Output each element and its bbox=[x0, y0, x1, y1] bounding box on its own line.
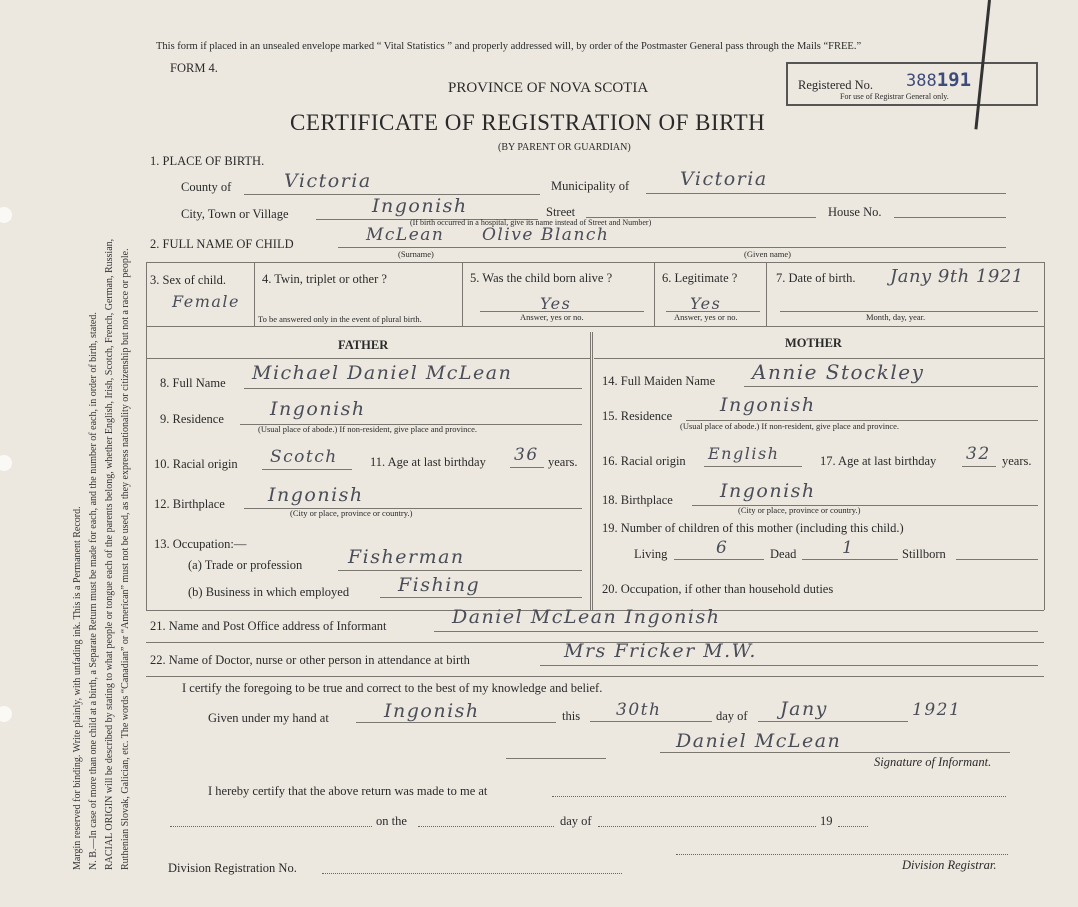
dead-label: Dead bbox=[770, 547, 797, 561]
margin-line: Margin reserved for binding. Write plainly, with unfading ink. This is a Permanent Record. bbox=[72, 506, 83, 870]
mother-residence-note: (Usual place of abode.) If non-resident, give place and province. bbox=[680, 421, 900, 431]
municipality-label: Municipality of bbox=[551, 179, 630, 193]
registrar-day-of-label: day of bbox=[560, 814, 592, 828]
municipality-value: Victoria bbox=[680, 168, 768, 190]
informant-signature: Daniel McLean bbox=[676, 730, 842, 752]
father-business-value: Fishing bbox=[398, 574, 481, 596]
father-birthplace-value: Ingonish bbox=[268, 484, 364, 506]
given-note: (Given name) bbox=[744, 249, 791, 259]
house-label: House No. bbox=[828, 205, 882, 219]
registered-number: 388191 bbox=[906, 69, 972, 91]
father-race-label: 10. Racial origin bbox=[154, 457, 238, 471]
certify-month: Jany bbox=[780, 698, 828, 720]
registrar-statement: I hereby certify that the above return was made to me at bbox=[208, 784, 488, 798]
hospital-note: (If birth occurred in a hospital, give its name instead of Street and Number) bbox=[410, 218, 652, 227]
legitimate-value: Yes bbox=[690, 294, 722, 313]
father-occupation-label: 13. Occupation:— bbox=[154, 537, 247, 551]
division-registrar-label: Division Registrar. bbox=[902, 858, 997, 872]
alive-note: Answer, yes or no. bbox=[520, 312, 584, 322]
margin-line: Ruthenian Slovak, Galician, etc. The words “Canadian” or “American” must not be used, as they express nationality or citizenship but not a race or people. bbox=[120, 248, 131, 870]
father-trade-value: Fisherman bbox=[348, 546, 465, 568]
form-number: FORM 4. bbox=[170, 61, 218, 75]
informant-value: Daniel McLean Ingonish bbox=[452, 606, 721, 628]
certify-statement: I certify the foregoing to be true and correct to the best of my knowledge and belief. bbox=[182, 681, 603, 695]
father-business-label: (b) Business in which employed bbox=[188, 585, 350, 599]
mother-heading: MOTHER bbox=[785, 336, 842, 350]
mother-residence-label: 15. Residence bbox=[602, 409, 673, 423]
this-label: this bbox=[562, 709, 581, 723]
nineteen-label: 19 bbox=[820, 814, 833, 828]
registrar-use-note: For use of Registrar General only. bbox=[840, 92, 949, 101]
twin-label: 4. Twin, triplet or other ? bbox=[262, 272, 387, 286]
place-section-label: 1. PLACE OF BIRTH. bbox=[150, 154, 265, 168]
father-name-value: Michael Daniel McLean bbox=[252, 362, 513, 384]
living-value: 6 bbox=[716, 538, 729, 558]
child-surname: McLean bbox=[366, 225, 445, 245]
child-given-name: Olive Blanch bbox=[482, 225, 610, 245]
doctor-value: Mrs Fricker M.W. bbox=[564, 640, 757, 662]
county-label: County of bbox=[181, 180, 232, 194]
mail-notice: This form if placed in an unsealed envelope marked “ Vital Statistics ” and properly addressed will, by order of the Postmaster General pass through the Mails “FREE.” bbox=[156, 41, 862, 52]
father-heading: FATHER bbox=[338, 338, 389, 352]
on-the-label: on the bbox=[376, 814, 407, 828]
dob-label: 7. Date of birth. bbox=[776, 271, 856, 285]
alive-label: 5. Was the child born alive ? bbox=[470, 271, 613, 285]
city-value: Ingonish bbox=[372, 195, 468, 217]
mother-name-label: 14. Full Maiden Name bbox=[602, 374, 716, 388]
mother-years: years. bbox=[1002, 454, 1032, 468]
legitimate-label: 6. Legitimate ? bbox=[662, 271, 738, 285]
city-label: City, Town or Village bbox=[181, 207, 289, 221]
stillborn-label: Stillborn bbox=[902, 547, 946, 561]
children-count-label: 19. Number of children of this mother (including this child.) bbox=[602, 521, 904, 535]
province-heading: PROVINCE OF NOVA SCOTIA bbox=[448, 80, 649, 96]
dead-value: 1 bbox=[842, 538, 855, 558]
legitimate-note: Answer, yes or no. bbox=[674, 312, 738, 322]
mother-race-value: English bbox=[708, 444, 780, 463]
informant-label: 21. Name and Post Office address of Informant bbox=[150, 619, 387, 633]
twin-note: To be answered only in the event of plural birth. bbox=[258, 314, 422, 324]
father-race-value: Scotch bbox=[270, 447, 338, 467]
page-subtitle: (BY PARENT OR GUARDIAN) bbox=[498, 142, 631, 153]
mother-age-label: 17. Age at last birthday bbox=[820, 454, 937, 468]
mother-occupation-label: 20. Occupation, if other than household duties bbox=[602, 582, 834, 596]
given-under-label: Given under my hand at bbox=[208, 711, 329, 725]
punch-hole bbox=[0, 455, 12, 471]
county-value: Victoria bbox=[284, 170, 372, 192]
mother-birthplace-value: Ingonish bbox=[720, 480, 816, 502]
mother-age-value: 32 bbox=[966, 444, 991, 464]
dob-value: Jany 9th 1921 bbox=[890, 266, 1024, 287]
sex-value: Female bbox=[172, 292, 240, 311]
father-name-label: 8. Full Name bbox=[160, 376, 226, 390]
punch-hole bbox=[0, 706, 12, 722]
certify-day: 30th bbox=[616, 700, 662, 720]
father-birthplace-note: (City or place, province or country.) bbox=[290, 508, 413, 518]
certify-year: 1921 bbox=[912, 700, 962, 720]
living-label: Living bbox=[634, 547, 668, 561]
mother-race-label: 16. Racial origin bbox=[602, 454, 686, 468]
father-age-value: 36 bbox=[514, 445, 539, 465]
margin-line: N. B.—In case of more than one child at a birth, a Separate Return must be made for each, and the number of each, in order of birth, stated. bbox=[88, 312, 99, 870]
registered-number-box bbox=[786, 62, 1038, 106]
mother-name-value: Annie Stockley bbox=[752, 360, 925, 384]
division-registration-label: Division Registration No. bbox=[168, 861, 297, 875]
surname-note: (Surname) bbox=[398, 249, 434, 259]
father-birthplace-label: 12. Birthplace bbox=[154, 497, 225, 511]
father-trade-label: (a) Trade or profession bbox=[188, 558, 303, 572]
father-age-label: 11. Age at last birthday bbox=[370, 455, 486, 469]
mother-birthplace-label: 18. Birthplace bbox=[602, 493, 673, 507]
punch-hole bbox=[0, 207, 12, 223]
mother-birthplace-note: (City or place, province or country.) bbox=[738, 505, 861, 515]
street-label: Street bbox=[546, 205, 576, 219]
margin-line: RACIAL ORIGIN will be described by stating to what people or tongue each of the parents belong, whether English, Irish, Scotch, French, German, Russian, bbox=[104, 238, 115, 870]
father-years: years. bbox=[548, 455, 578, 469]
alive-value: Yes bbox=[540, 294, 572, 313]
mother-residence-value: Ingonish bbox=[720, 394, 816, 416]
signature-label: Signature of Informant. bbox=[874, 755, 992, 769]
registered-label: Registered No. bbox=[798, 78, 873, 92]
certify-place: Ingonish bbox=[384, 700, 480, 722]
child-name-label: 2. FULL NAME OF CHILD bbox=[150, 237, 294, 251]
margin-instructions bbox=[72, 40, 142, 880]
doctor-label: 22. Name of Doctor, nurse or other person in attendance at birth bbox=[150, 653, 470, 667]
sex-label: 3. Sex of child. bbox=[150, 273, 227, 287]
page-title: CERTIFICATE OF REGISTRATION OF BIRTH bbox=[290, 110, 766, 135]
dob-note: Month, day, year. bbox=[866, 312, 926, 322]
day-of-label: day of bbox=[716, 709, 748, 723]
father-residence-label: 9. Residence bbox=[160, 412, 224, 426]
father-residence-value: Ingonish bbox=[270, 398, 366, 420]
father-residence-note: (Usual place of abode.) If non-resident, give place and province. bbox=[258, 424, 478, 434]
